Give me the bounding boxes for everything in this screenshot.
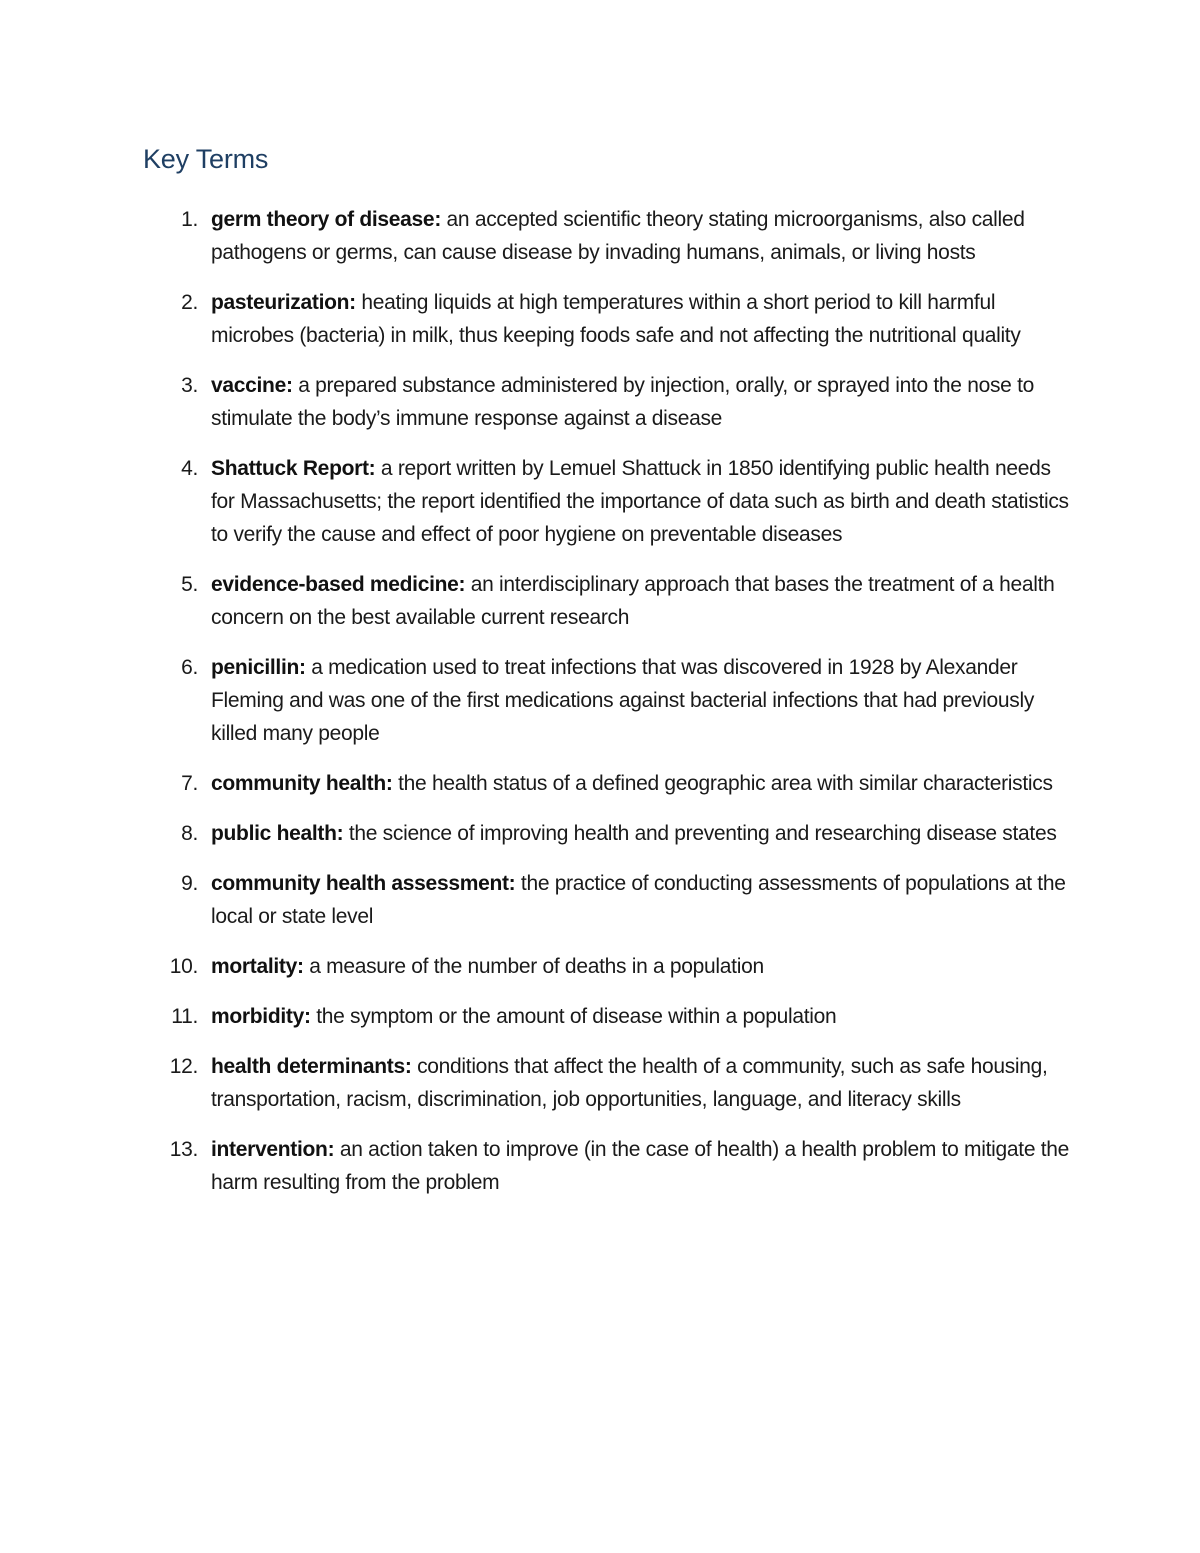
item-number: 13.: [169, 1138, 198, 1161]
term-word: health determinants:: [211, 1055, 412, 1078]
key-terms-list: [0, 203, 1200, 1216]
item-number: 2.: [181, 291, 198, 314]
list-item: [0, 1050, 1071, 1116]
list-item: [0, 369, 1071, 435]
item-number: 10.: [169, 955, 198, 978]
term-word: public health:: [211, 822, 344, 845]
term-word: community health:: [211, 772, 393, 795]
list-item: [0, 950, 1071, 983]
list-item: [0, 286, 1071, 352]
term-definition: the symptom or the amount of disease within a population: [310, 1005, 837, 1028]
item-number: 3.: [181, 374, 198, 397]
term-word: germ theory of disease:: [211, 208, 442, 231]
term-definition: the health status of a defined geographic area with similar characteristics: [392, 772, 1053, 795]
term-word: intervention:: [211, 1138, 335, 1161]
term-definition: a report written by Lemuel Shattuck in 1850 identifying public health needs for Massachusetts; the report identified the importance of data such as birth and death statistics to verify the cause and effect of poor hygiene on preventable diseases: [211, 457, 1069, 546]
list-item: [0, 203, 1071, 269]
term-definition: an action taken to improve (in the case of health) a health problem to mitigate the harm resulting from the problem: [211, 1138, 1070, 1194]
item-number: 9.: [181, 872, 198, 895]
item-number: 8.: [181, 822, 198, 845]
term-definition: an interdisciplinary approach that bases the treatment of a health concern on the best available current research: [211, 573, 1055, 629]
list-item: [0, 452, 1071, 551]
page-title: Key Terms: [143, 144, 269, 174]
term-definition: a measure of the number of deaths in a population: [303, 955, 764, 978]
item-number: 4.: [181, 457, 198, 480]
term-definition: a medication used to treat infections that was discovered in 1928 by Alexander Fleming and was one of the first medications against bacterial infections that had previously killed many people: [211, 656, 1035, 745]
list-item: [0, 1133, 1071, 1199]
item-number: 6.: [181, 656, 198, 679]
list-item: [0, 767, 1071, 800]
item-number: 7.: [181, 772, 198, 795]
term-word: morbidity:: [211, 1005, 311, 1028]
term-word: vaccine:: [211, 374, 293, 397]
term-word: community health assessment:: [211, 872, 516, 895]
list-item: [0, 568, 1071, 634]
item-number: 5.: [181, 573, 198, 596]
item-number: 11.: [171, 1005, 198, 1028]
term-word: mortality:: [211, 955, 304, 978]
list-item: [0, 651, 1071, 750]
term-word: Shattuck Report:: [211, 457, 376, 480]
term-definition: conditions that affect the health of a community, such as safe housing, transportation, racism, discrimination, job opportunities, language, and literacy skills: [211, 1055, 1048, 1111]
list-item: [0, 817, 1071, 850]
item-number: 1.: [181, 208, 198, 231]
term-definition: an accepted scientific theory stating microorganisms, also called pathogens or germs, can cause disease by invading humans, animals, or living hosts: [211, 208, 1025, 264]
term-word: pasteurization:: [211, 291, 356, 314]
list-item: [0, 1000, 1071, 1033]
term-word: penicillin:: [211, 656, 306, 679]
term-word: evidence-based medicine:: [211, 573, 466, 596]
term-definition: the science of improving health and preventing and researching disease states: [343, 822, 1057, 845]
list-item: [0, 867, 1071, 933]
term-definition: heating liquids at high temperatures within a short period to kill harmful microbes (bacteria) in milk, thus keeping foods safe and not affecting the nutritional quality: [211, 291, 1021, 347]
item-number: 12.: [169, 1055, 198, 1078]
term-definition: the practice of conducting assessments of populations at the local or state level: [211, 872, 1066, 928]
term-definition: a prepared substance administered by injection, orally, or sprayed into the nose to stimulate the body’s immune response against a disease: [211, 374, 1035, 430]
